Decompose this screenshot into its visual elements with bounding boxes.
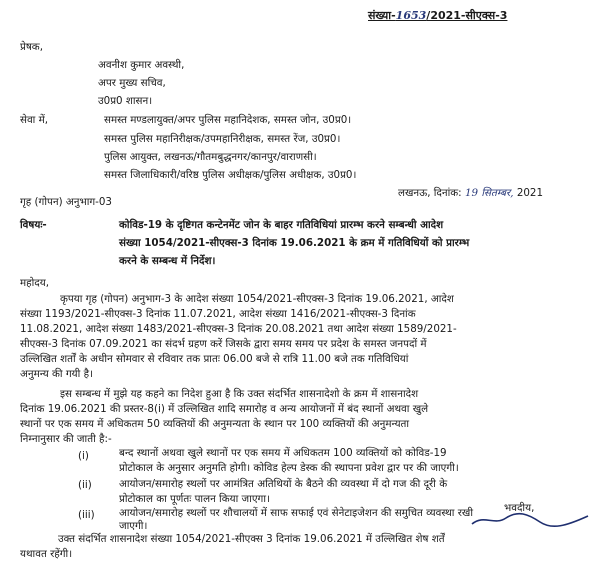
item-number: (ii) xyxy=(78,479,92,491)
para2-line: स्थानों पर एक समय में अधिकतम 50 व्यक्तियों की अनुमन्यता के स्थान पर 100 व्यक्तियों की अनुमन्यता xyxy=(20,418,410,430)
para1-line: कृपया गृह (गोपन) अनुभाग-3 के आदेश संख्या 1054/2021-सीएक्स-3 दिनांक 19.06.2021, आदेश xyxy=(60,293,454,305)
item-line: आयोजन/समारोह स्थलों पर आमंत्रित अतिथियों के बैठने की व्यवस्था में दो गज की दूरी के xyxy=(119,478,448,490)
subject-line-1: कोविड-19 के दृष्टिगत कन्टेनमेंट जोन के बाहर गतिविधियां प्रारम्भ करने सम्बन्धी आदेश xyxy=(119,219,444,231)
reference-suffix: /2021-सीएक्स-3 xyxy=(426,9,508,22)
signoff: भवदीय, xyxy=(504,502,535,514)
closing-line: यथावत रहेंगी। xyxy=(20,548,73,560)
signature-scribble xyxy=(470,512,590,528)
para2-line: दिनांक 19.06.2021 की प्रस्तर-8(i) में उल्लिखित शादि समारोह व अन्य आयोजनों में बंद स्थानों अथवा खुले xyxy=(20,403,429,415)
salutation: महोदय, xyxy=(20,277,50,289)
sender-designation: अपर मुख्य सचिव, xyxy=(98,77,166,89)
para1-line: अनुमन्य की गयी है। xyxy=(20,368,93,380)
item-number: (i) xyxy=(78,450,89,462)
from-label: प्रेषक, xyxy=(20,41,43,53)
para1-line: सीएक्स-3 दिनांक 07.09.2021 का संदर्भ ग्रहण करें जिसके द्वारा समय समय पर प्रदेश के समस्त जनपदों में xyxy=(20,338,427,350)
reference-handwritten: 1653 xyxy=(395,9,427,22)
para2-line: इस सम्बन्ध में मुझे यह कहने का निदेश हुआ है कि उक्त संदर्भित शासनादेशो के क्रम में शासनादेश xyxy=(60,388,419,400)
date-day-handwritten: 19 xyxy=(464,187,479,199)
sender-name: अवनीश कुमार अवस्थी, xyxy=(98,59,185,71)
item-line: बन्द स्थानों अथवा खुले स्थानों पर एक समय में अधिकतम 100 व्यक्तियों को कोविड-19 xyxy=(119,447,447,459)
recipient-4: समस्त जिलाधिकारी/वरिष्ठ पुलिस अधीक्षक/पुलिस अधीक्षक, उ0प्र0। xyxy=(104,169,357,181)
item-number: (iii) xyxy=(78,509,95,521)
to-label: सेवा में, xyxy=(20,114,49,126)
item-line: आयोजन/समारोह स्थलों पर शौचालयों में साफ सफाई एवं सेनेटाइजेशन की समुचित व्यवस्था रखी xyxy=(119,507,474,519)
reference-prefix: संख्या- xyxy=(368,9,396,22)
date-prefix: लखनऊ, दिनांक: xyxy=(398,187,462,199)
subject-line-3: करने के सम्बन्ध में निर्देश। xyxy=(119,255,216,267)
item-line: जाएगी। xyxy=(119,520,148,532)
reference-number xyxy=(368,9,507,22)
subject-line-2: संख्या 1054/2021-सीएक्स-3 दिनांक 19.06.2021 के क्रम में गतिविधियों को प्रारम्भ xyxy=(119,237,470,249)
recipient-1: समस्त मण्डलायुक्त/अपर पुलिस महानिदेशक, समस्त जोन, उ0प्र0। xyxy=(104,114,352,126)
para1-line: 11.08.2021, आदेश संख्या 1483/2021-सीएक्स-3 दिनांक 20.08.2021 तथा आदेश संख्या 1589/2021- xyxy=(20,323,457,335)
subject-label: विषयः- xyxy=(20,219,47,231)
recipient-2: समस्त पुलिस महानिरीक्षक/उपमहानिरीक्षक, समस्त रेंज, उ0प्र0। xyxy=(104,133,341,145)
sender-org: उ0प्र0 शासन। xyxy=(98,95,153,107)
date-line xyxy=(398,187,543,200)
item-line: प्रोटोकाल के अनुसार अनुमति होगी। कोविड हेल्प डेस्क की स्थापना प्रवेश द्वार पर की जाएगी। xyxy=(119,462,459,474)
para1-line: उल्लिखित शर्तों के अधीन सोमवार से रविवार तक प्रातः 06.00 बजे से रात्रि 11.00 बजे तक गतिविधियां xyxy=(20,353,409,365)
section-name: गृह (गोपन) अनुभाग-03 xyxy=(20,196,112,208)
date-year: 2021 xyxy=(516,187,544,199)
para2-line: निम्नानुसार की जाती है:- xyxy=(20,433,112,445)
para1-line: संख्या 1193/2021-सीएक्स-3 दिनांक 11.07.2021, आदेश संख्या 1416/2021-सीएक्स-3 दिनांक xyxy=(20,308,416,320)
date-month-handwritten: सितम्बर, xyxy=(481,187,514,199)
item-line: प्रोटोकाल का पूर्णतः पालन किया जाएगा। xyxy=(119,493,270,505)
recipient-3: पुलिस आयुक्त, लखनऊ/गौतमबुद्धनगर/कानपुर/वाराणसी। xyxy=(104,151,317,163)
closing-line: उक्त संदर्भित शासनादेश संख्या 1054/2021-सीएक्स 3 दिनांक 19.06.2021 में उल्लिखित शेष शर्तें xyxy=(58,533,445,545)
